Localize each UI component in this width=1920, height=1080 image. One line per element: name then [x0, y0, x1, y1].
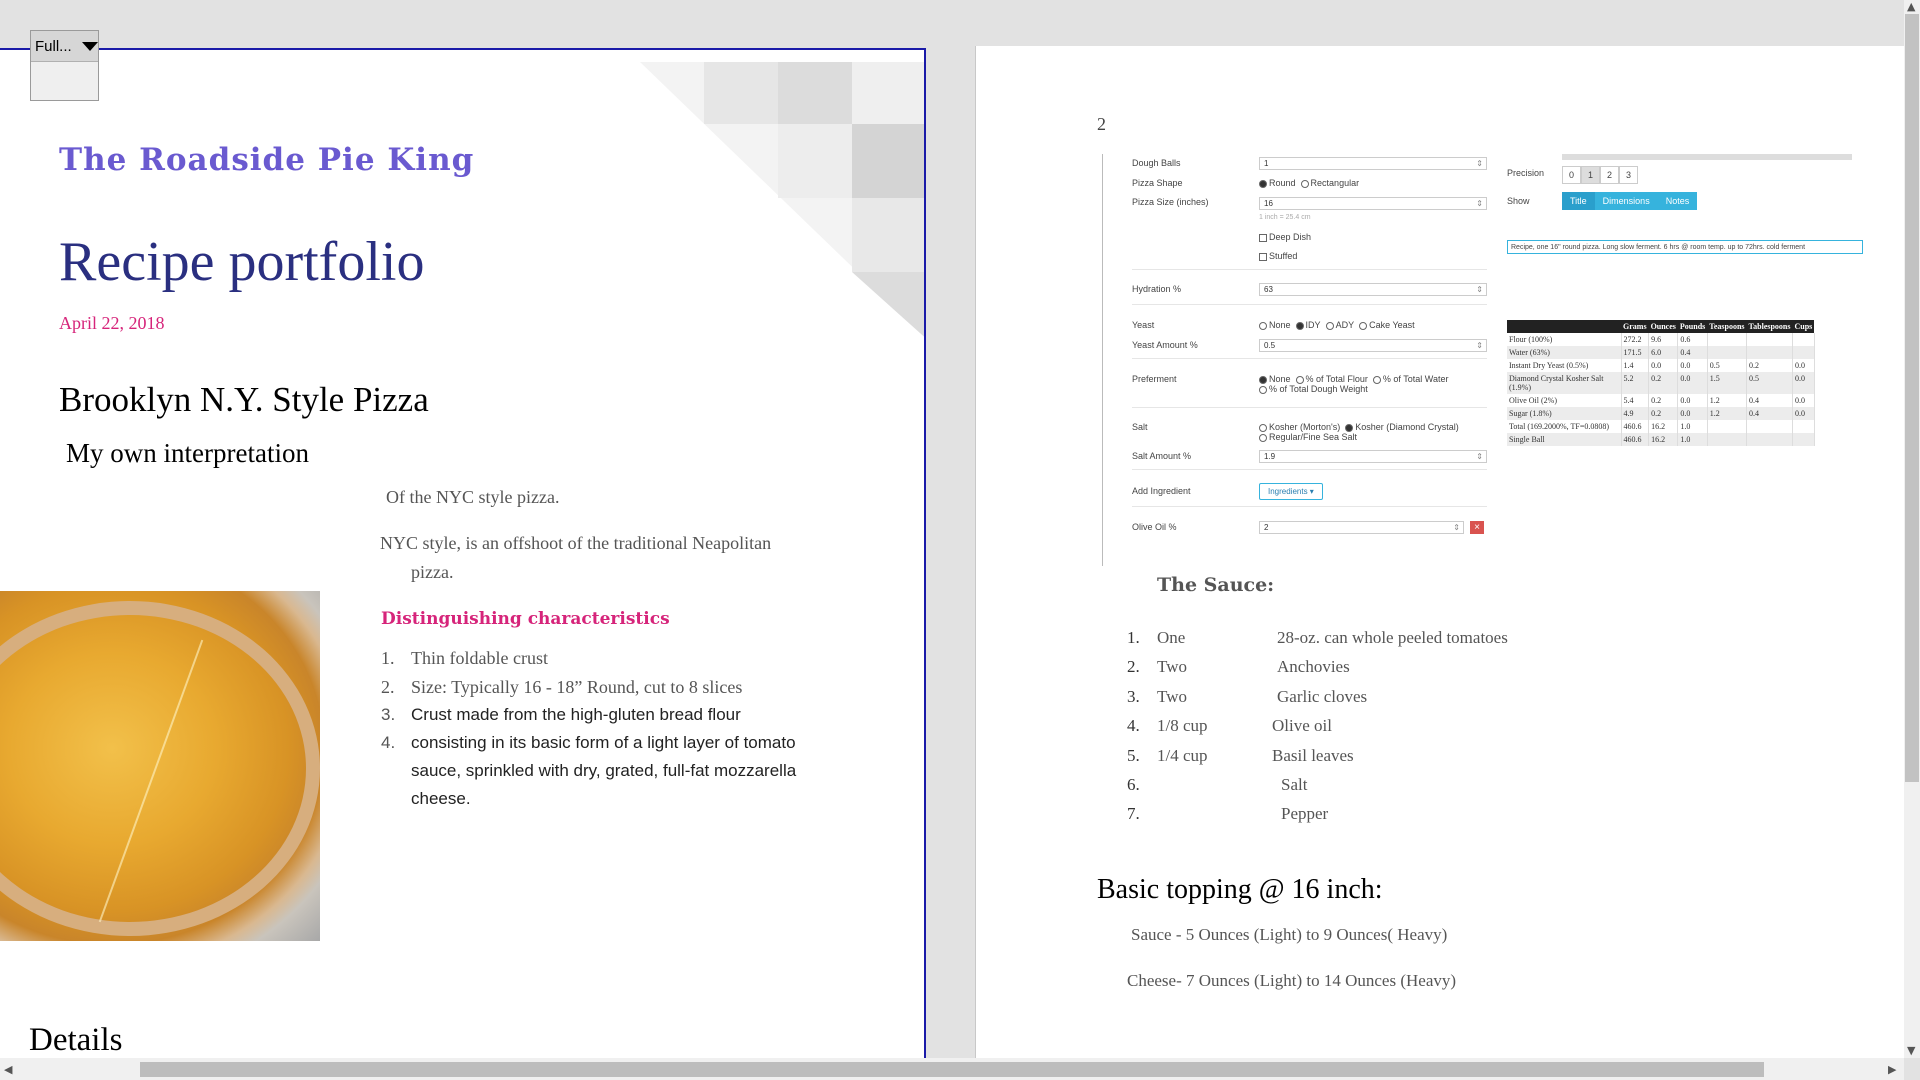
sauce-heading: The Sauce:: [1157, 574, 1275, 596]
list-item: 2. Two Anchovies: [1127, 657, 1350, 676]
list-item: 6. Salt: [1127, 775, 1308, 794]
zoom-select[interactable]: [31, 31, 98, 62]
list-item: 3. Crust made from the high-gluten bread flour: [381, 705, 741, 724]
dough-balls-input: 1 ⇕: [1259, 157, 1487, 170]
pizza-photo: [0, 591, 320, 941]
document-page-2: [975, 46, 1906, 1058]
olive-oil-input: 2 ⇕: [1259, 521, 1464, 534]
sauce-list: [1127, 628, 1727, 838]
scroll-up-icon[interactable]: ▲: [1907, 0, 1916, 13]
recipe-subheading: My own interpretation: [66, 438, 309, 468]
list-item: 7. Pepper: [1127, 804, 1329, 823]
list-item: 1. One 28-oz. can whole peeled tomatoes: [1127, 628, 1508, 647]
decorative-squares: [640, 62, 926, 352]
table-row: Total (169.2000%, TF=0.0808) 460.6 16.2 1.0: [1507, 420, 1814, 433]
scroll-down-icon[interactable]: ▼: [1907, 1044, 1916, 1057]
list-item: 3. Two Garlic cloves: [1127, 687, 1368, 706]
zoom-value: Full...: [35, 37, 72, 55]
table-row: Diamond Crystal Kosher Salt (1.9%) 5.2 0.2 0.0 1.5 0.5 0.0: [1507, 372, 1814, 394]
table-row: Olive Oil (2%) 5.4 0.2 0.0 1.2 0.4 0.0: [1507, 394, 1814, 407]
cheese-amount: Cheese- 7 Ounces (Light) to 14 Ounces (Heavy): [1127, 971, 1457, 990]
date: April 22, 2018: [59, 313, 165, 333]
recipe-note: Recipe, one 16" round pizza. Long slow ferment. 6 hrs @ room temp. up to 72hrs. cold ferment: [1507, 240, 1863, 254]
ingredients-table: Grams Ounces Pounds Teaspoons Tablespoons Cups Flour (100%) 272.2 9.6 0.6 Water (63%) 171.5 6.0 0.4 Instant Dry Yeast (0.5%) 1.4 0.0 0.0 0.5 0.2 0.0 Diamond Crystal Kosher Salt (1.9%) 5.2 0.2 0.0 1.5 0.5 0.0 Olive Oil (2%) 5.4 0.2 0.0 1.2 0.4 0.0 Sugar (1.8%) 4.9 0.2 0.0 1.2 0.4 0.0 Total (169.2000%, TF=0.0808) 460.6 16.2 1.0 Single Ball 460.6 16.2 1.0: [1509, 322, 1813, 444]
table-row: Sugar (1.8%) 4.9 0.2 0.0 1.2 0.4 0.0: [1507, 407, 1814, 420]
page-title: Recipe portfolio: [59, 231, 425, 293]
pizza-size-input: 16 ⇕: [1259, 197, 1487, 210]
yeast-radios: None IDY ADY Cake Yeast: [1259, 320, 1415, 330]
hydration-input: 63 ⇕: [1259, 283, 1487, 296]
show-buttons: Title Dimensions Notes: [1562, 192, 1697, 210]
table-row: Flour (100%) 272.2 9.6 0.6: [1507, 333, 1814, 346]
salt-amount-input: 1.9 ⇕: [1259, 450, 1487, 463]
salt-radios: Kosher (Morton's) Kosher (Diamond Crystal) Regular/Fine Sea Salt: [1259, 422, 1499, 442]
list-item: 2. Size: Typically 16 - 18” Round, cut to 8 slices: [381, 677, 743, 697]
characteristics-list: [381, 648, 861, 828]
table-row: Single Ball 460.6 16.2 1.0: [1507, 433, 1814, 446]
intro-text-1: Of the NYC style pizza.: [386, 487, 560, 507]
characteristics-heading: Distinguishing characteristics: [381, 609, 670, 629]
page-number: 2: [1097, 114, 1106, 134]
calc-scrollbar: [1562, 154, 1852, 160]
horizontal-scrollbar-thumb[interactable]: [140, 1062, 1764, 1077]
recipe-heading: Brooklyn N.Y. Style Pizza: [59, 380, 429, 419]
list-item: 5. 1/4 cup Basil leaves: [1127, 746, 1354, 765]
table-row: Instant Dry Yeast (0.5%) 1.4 0.0 0.0 0.5 0.2 0.0: [1507, 359, 1814, 372]
preferment-radios: None % of Total Flour % of Total Water % of Total Dough Weight: [1259, 374, 1499, 394]
list-item: 4. consisting in its basic form of a light layer of tomato: [381, 733, 796, 752]
yeast-amount-input: 0.5 ⇕: [1259, 339, 1487, 352]
vertical-scrollbar-thumb[interactable]: [1905, 14, 1919, 782]
chevron-down-icon[interactable]: [82, 42, 98, 51]
deep-dish-checkbox: Deep Dish: [1259, 232, 1311, 242]
table-row: Water (63%) 171.5 6.0 0.4: [1507, 346, 1814, 359]
details-heading: Details: [29, 1022, 123, 1058]
list-item: 4. 1/8 cup Olive oil: [1127, 716, 1332, 735]
document-page-1: [0, 48, 926, 1058]
ingredients-button: Ingredients ▾: [1259, 483, 1323, 500]
stuffed-checkbox: Stuffed: [1259, 251, 1297, 261]
sauce-amount: Sauce - 5 Ounces (Light) to 9 Ounces( Heavy): [1131, 925, 1448, 944]
intro-text-2: NYC style, is an offshoot of the traditional Neapolitan: [380, 533, 772, 553]
scroll-right-icon[interactable]: ▶: [1888, 1063, 1897, 1076]
remove-ingredient-button: ×: [1470, 521, 1484, 534]
precision-buttons: 0 1 2 3: [1562, 166, 1638, 184]
list-item: cheese.: [411, 789, 471, 808]
dough-calculator-screenshot: Dough Balls 1 ⇕ Pizza Shape Round Rectangular Pizza Size (inches) 16 ⇕ 1 inch = 25.4 cm Deep Dish Stuffed Hydration % 63 ⇕ Yeast None IDY ADY Cake Yeast Yeast Amount % 0.5 ⇕ Preferment None % of Total Flour % of Total Water % of Total Dough Weight Salt Kosher (Morton's) Kosher (Diamond Crystal) Regular/Fine Sea Salt Salt Amount % 1.9 ⇕ Add Ingredient Ingredients ▾ Olive Oil % 2 ⇕ × Precision 0 1 2 3 Show Title Dimensions Notes Recipe, one 16" round pizza. Long slow ferment. 6 hrs @ room temp. up to 72hrs. cold ferment Grams Ounces Pounds Teaspoons Tablespoons Cups Flour (100%) 272.2 9.6 0.6 Water (63%) 171.5 6.0 0.4 Instant Dry Yeast (0.5%) 1.4 0.0 0.0 0.5 0.2 0.0 Diamond Crystal Kosher Salt (1.9%) 5.2 0.2 0.0 1.5 0.5 0.0 Olive Oil (2%) 5.4 0.2 0.0 1.2 0.4 0.0 Sugar (1.8%) 4.9 0.2 0.0 1.2 0.4 0.0 Total (169.2000%, TF=0.0808) 460.6 16.2 1.0 Single Ball 460.6 16.2 1.0: [1132, 154, 1906, 574]
list-item: 1. Thin foldable crust: [381, 648, 548, 668]
brand-name: The Roadside Pie King: [59, 142, 475, 178]
scroll-left-icon[interactable]: ◀: [4, 1063, 13, 1076]
intro-text-2-cont: pizza.: [411, 562, 454, 582]
list-item: sauce, sprinkled with dry, grated, full-fat mozzarella: [411, 761, 797, 780]
topping-heading: Basic topping @ 16 inch:: [1097, 874, 1383, 905]
zoom-dropdown[interactable]: [30, 30, 99, 101]
shape-radios: Round Rectangular: [1259, 178, 1359, 188]
